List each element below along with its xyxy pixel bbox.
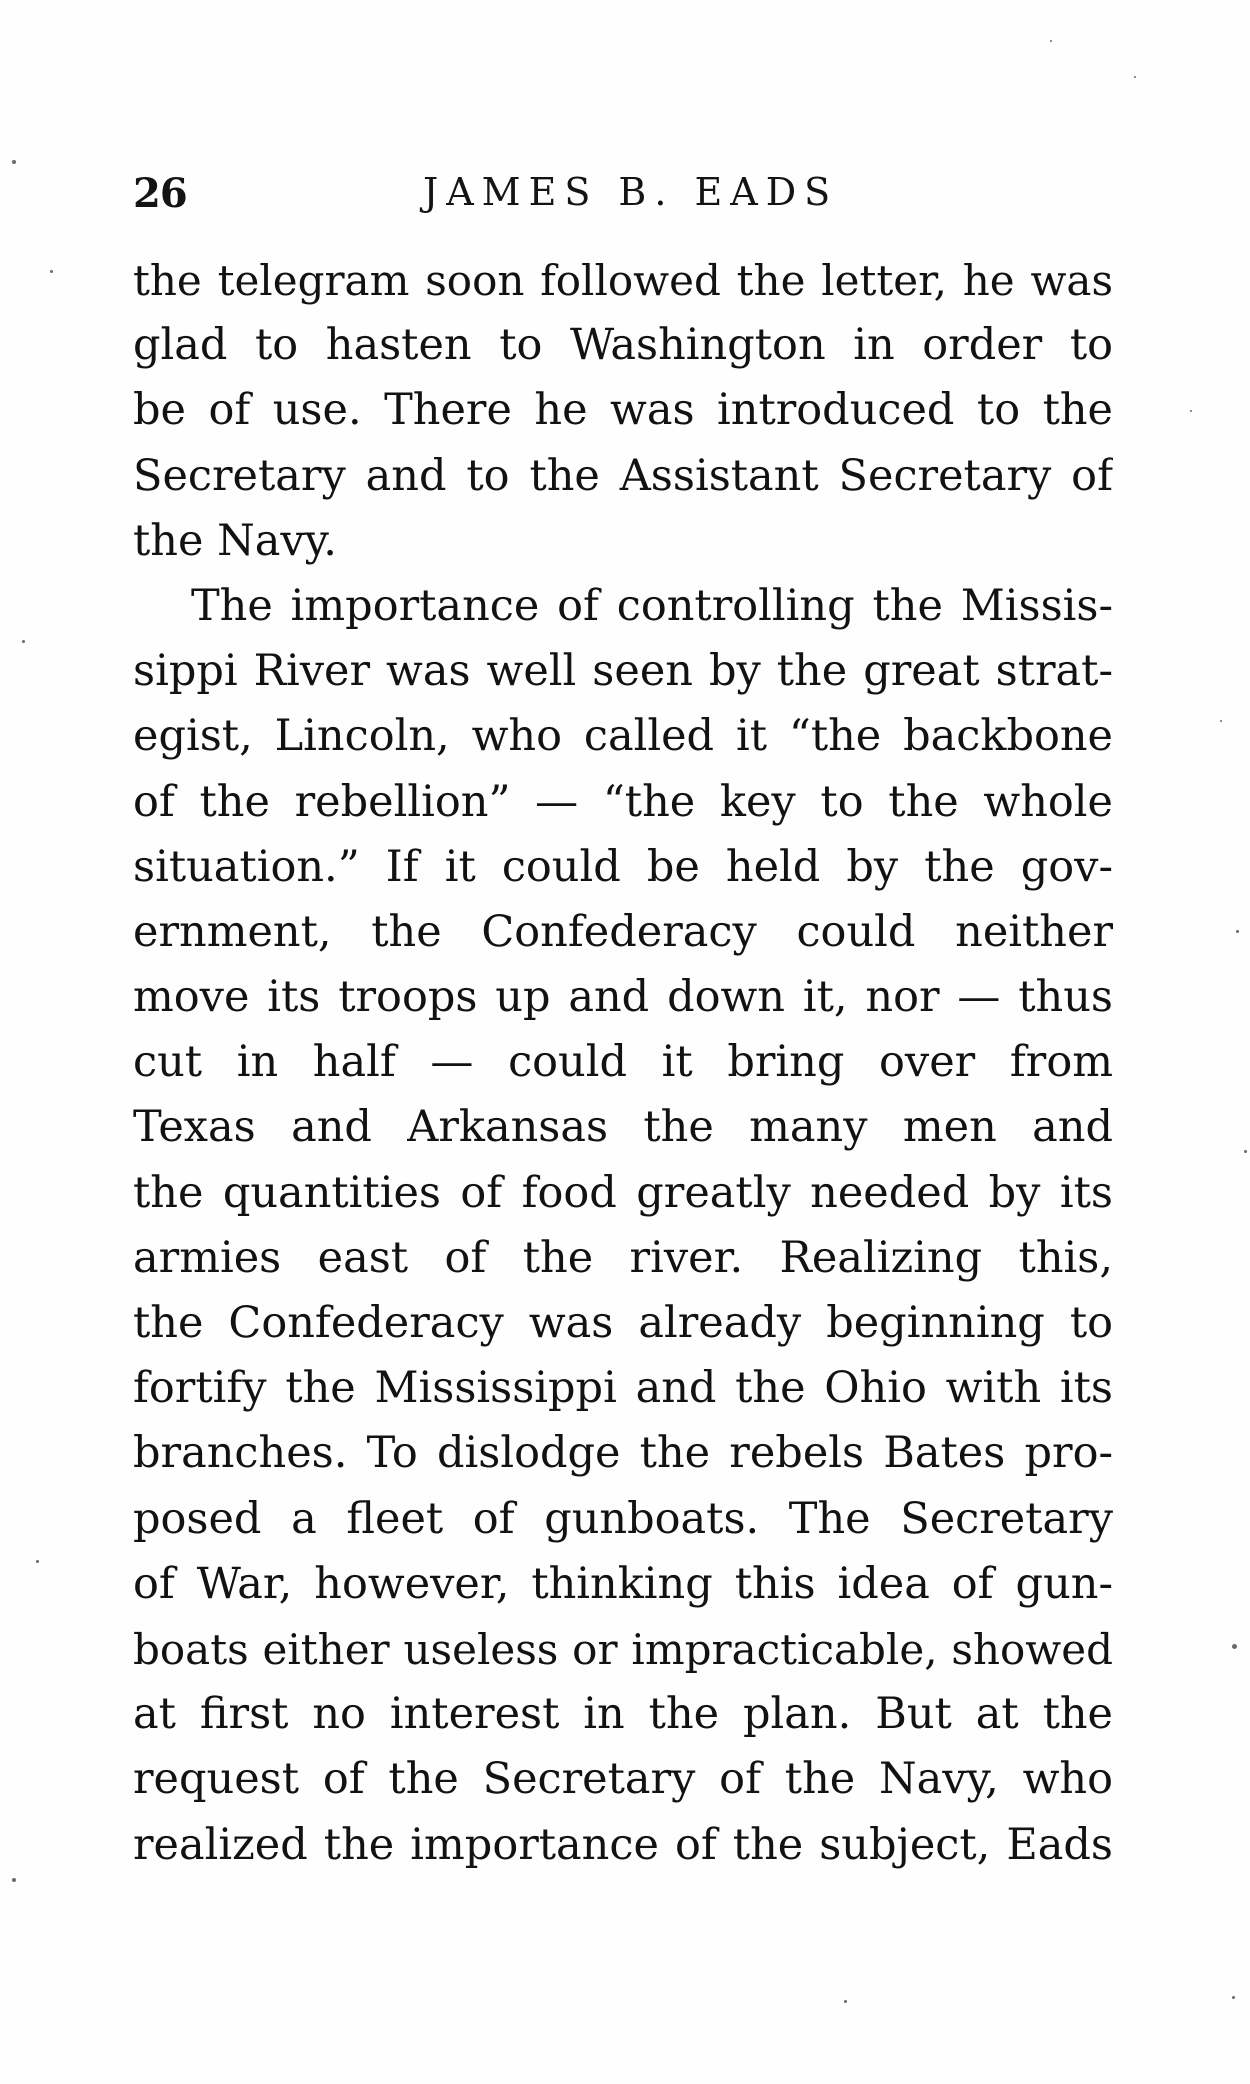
text-line: the quantities of food greatly needed by its <box>133 1167 1113 1218</box>
text-line: sippi River was well seen by the great strat- <box>133 646 1113 697</box>
text-line: the Confederacy was already beginning to <box>133 1298 1113 1348</box>
text-line: situation.” If it could be held by the gov- <box>133 841 1113 892</box>
text-line: realized the importance of the subject, Eads <box>133 1819 1113 1870</box>
text-line: Texas and Arkansas the many men and <box>133 1102 1113 1153</box>
scan-speck <box>1236 930 1239 933</box>
running-title: JAMES B. EADS <box>423 170 839 214</box>
text-line: egist, Lincoln, who called it “the backbone <box>133 711 1113 762</box>
text-line: The importance of controlling the Missis- <box>191 580 1113 631</box>
text-line: request of the Secretary of the Navy, who <box>133 1754 1113 1805</box>
text-line: move its troops up and down it, nor — thus <box>133 972 1113 1023</box>
text-line: boats either useless or impracticable, showed <box>133 1624 1113 1674</box>
text-line: the Navy. <box>133 515 337 566</box>
text-line: the telegram soon followed the letter, he was <box>133 256 1113 305</box>
text-line: branches. To dislodge the rebels Bates pro- <box>133 1428 1113 1479</box>
scan-speck <box>12 1878 16 1882</box>
scan-speck <box>1190 410 1192 412</box>
text-line: Secretary and to the Assistant Secretary of <box>133 450 1113 501</box>
text-line: cut in half — could it bring over from <box>133 1037 1113 1088</box>
scan-speck <box>1050 40 1052 42</box>
text-line: of the rebellion” — “the key to the whole <box>133 776 1113 827</box>
text-line: posed a fleet of gunboats. The Secretary <box>133 1493 1113 1544</box>
scan-speck <box>36 1560 39 1563</box>
text-line: fortify the Mississippi and the Ohio with its <box>133 1363 1113 1414</box>
text-line: armies east of the river. Realizing this, <box>133 1232 1113 1283</box>
text-line: at first no interest in the plan. But at the <box>133 1689 1113 1740</box>
scan-speck <box>12 160 16 164</box>
page-number: 26 <box>133 170 187 217</box>
page-header <box>133 170 1113 230</box>
scan-speck <box>1134 76 1136 78</box>
text-line: glad to hasten to Washington in order to <box>133 320 1113 371</box>
text-line: of War, however, thinking this idea of gun- <box>133 1558 1113 1609</box>
scan-speck <box>1232 1644 1237 1649</box>
scan-speck <box>22 640 25 643</box>
text-line: be of use. There he was introduced to the <box>133 385 1113 436</box>
scan-speck <box>1220 720 1222 722</box>
text-line: ernment, the Confederacy could neither <box>133 906 1113 957</box>
scan-speck <box>50 270 53 273</box>
body-text <box>133 248 1113 1878</box>
scan-speck <box>1232 1996 1235 1999</box>
scan-speck <box>844 2000 847 2003</box>
scan-speck <box>1244 1150 1247 1153</box>
